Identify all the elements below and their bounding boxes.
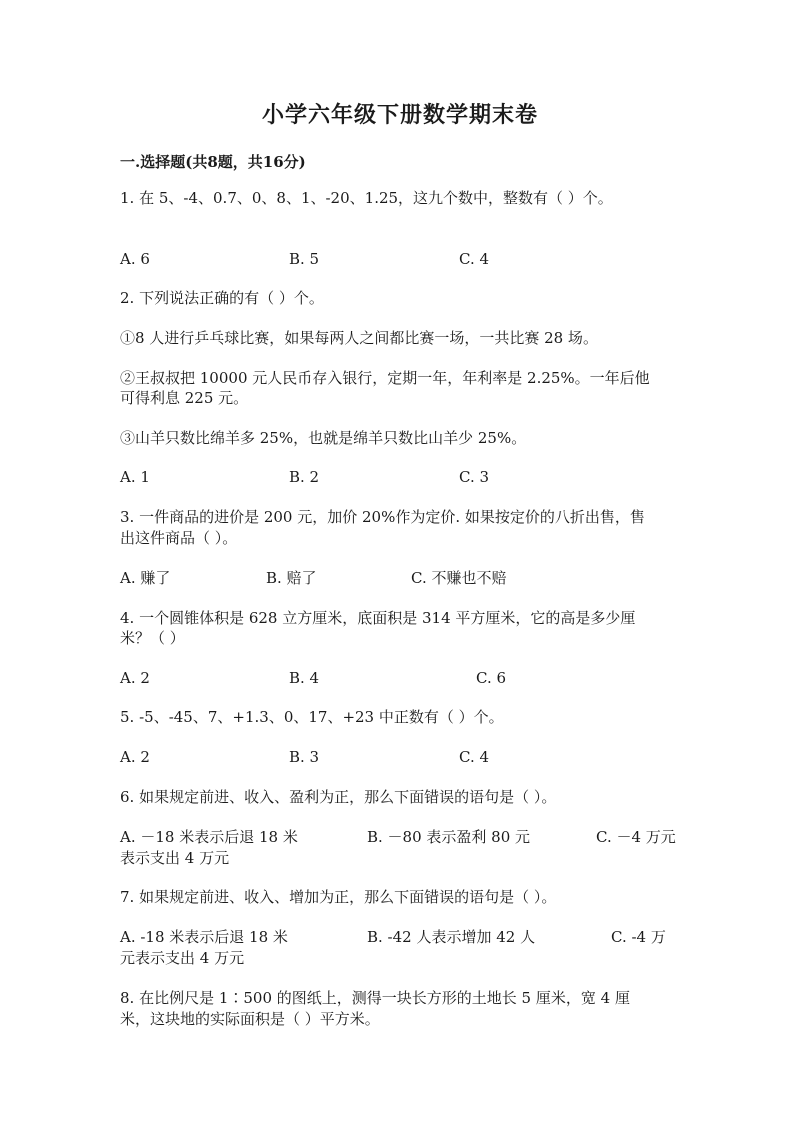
question-6-option-c-cont: 表示支出 4 万元 [120, 849, 230, 867]
question-4-option-a: A. 2 [120, 669, 150, 687]
question-4-stem-line-2: 米？（ ） [120, 629, 185, 647]
question-1-option-b: B. 5 [289, 250, 320, 268]
question-2-statement-1: ①8 人进行乒乓球比赛，如果每两人之间都比赛一场，一共比赛 28 场。 [120, 329, 598, 347]
question-3-stem-line-1: 3. 一件商品的进价是 200 元，加价 20%作为定价. 如果按定价的八折出售，售 [120, 508, 645, 526]
question-2-statement-2-cont: 可得利息 225 元。 [120, 389, 249, 407]
question-7-option-b: B. -42 人表示增加 42 人 [367, 928, 536, 946]
question-5-option-c: C. 4 [459, 748, 490, 766]
question-3-option-b: B. 赔了 [266, 569, 317, 587]
page-title: 小学六年级下册数学期末卷 [261, 102, 538, 128]
question-7-option-c-cont: 元表示支出 4 万元 [120, 949, 245, 967]
section-heading: 一.选择题(共8题，共16分) [120, 153, 306, 171]
question-2-option-c: C. 3 [459, 468, 490, 486]
question-8-stem-line-2: 米，这块地的实际面积是（ ）平方米。 [120, 1010, 380, 1028]
question-7-option-c: C. -4 万 [611, 928, 666, 946]
question-3-stem-line-2: 出这件商品（ ）。 [120, 529, 238, 547]
question-7-stem: 7. 如果规定前进、收入、增加为正，那么下面错误的语句是（ ）。 [120, 888, 557, 906]
question-2-stem: 2. 下列说法正确的有（ ）个。 [120, 289, 324, 307]
question-2-option-b: B. 2 [289, 468, 320, 486]
question-4-option-c: C. 6 [476, 669, 507, 687]
question-1-option-a: A. 6 [120, 250, 150, 268]
question-5-option-a: A. 2 [120, 748, 150, 766]
question-6-option-c: C. －4 万元 [596, 828, 676, 846]
question-1-stem: 1. 在 5、-4、0.7、0、8、1、-20、1.25，这九个数中，整数有（ ）个。 [120, 189, 613, 207]
question-6-option-b: B. －80 表示盈利 80 元 [367, 828, 531, 846]
question-6-stem: 6. 如果规定前进、收入、盈利为正，那么下面错误的语句是（ ）。 [120, 788, 557, 806]
question-6-option-a: A. －18 米表示后退 18 米 [120, 828, 298, 846]
question-2-option-a: A. 1 [120, 468, 150, 486]
question-4-option-b: B. 4 [289, 669, 320, 687]
question-1-option-c: C. 4 [459, 250, 490, 268]
question-2-statement-2: ②王叔叔把 10000 元人民币存入银行，定期一年，年利率是 2.25%。一年后他 [120, 369, 650, 387]
question-3-option-c: C. 不赚也不赔 [411, 569, 507, 587]
question-5-option-b: B. 3 [289, 748, 320, 766]
question-4-stem-line-1: 4. 一个圆锥体积是 628 立方厘米，底面积是 314 平方厘米，它的高是多少厘 [120, 609, 636, 627]
question-7-option-a: A. -18 米表示后退 18 米 [120, 928, 288, 946]
question-8-stem-line-1: 8. 在比例尺是 1∶500 的图纸上，测得一块长方形的土地长 5 厘米，宽 4 厘 [120, 989, 630, 1007]
question-3-option-a: A. 赚了 [120, 569, 171, 587]
question-2-statement-3: ③山羊只数比绵羊多 25%，也就是绵羊只数比山羊少 25%。 [120, 429, 527, 447]
question-5-stem: 5. -5、-45、7、+1.3、0、17、+23 中正数有（ ）个。 [120, 708, 504, 726]
